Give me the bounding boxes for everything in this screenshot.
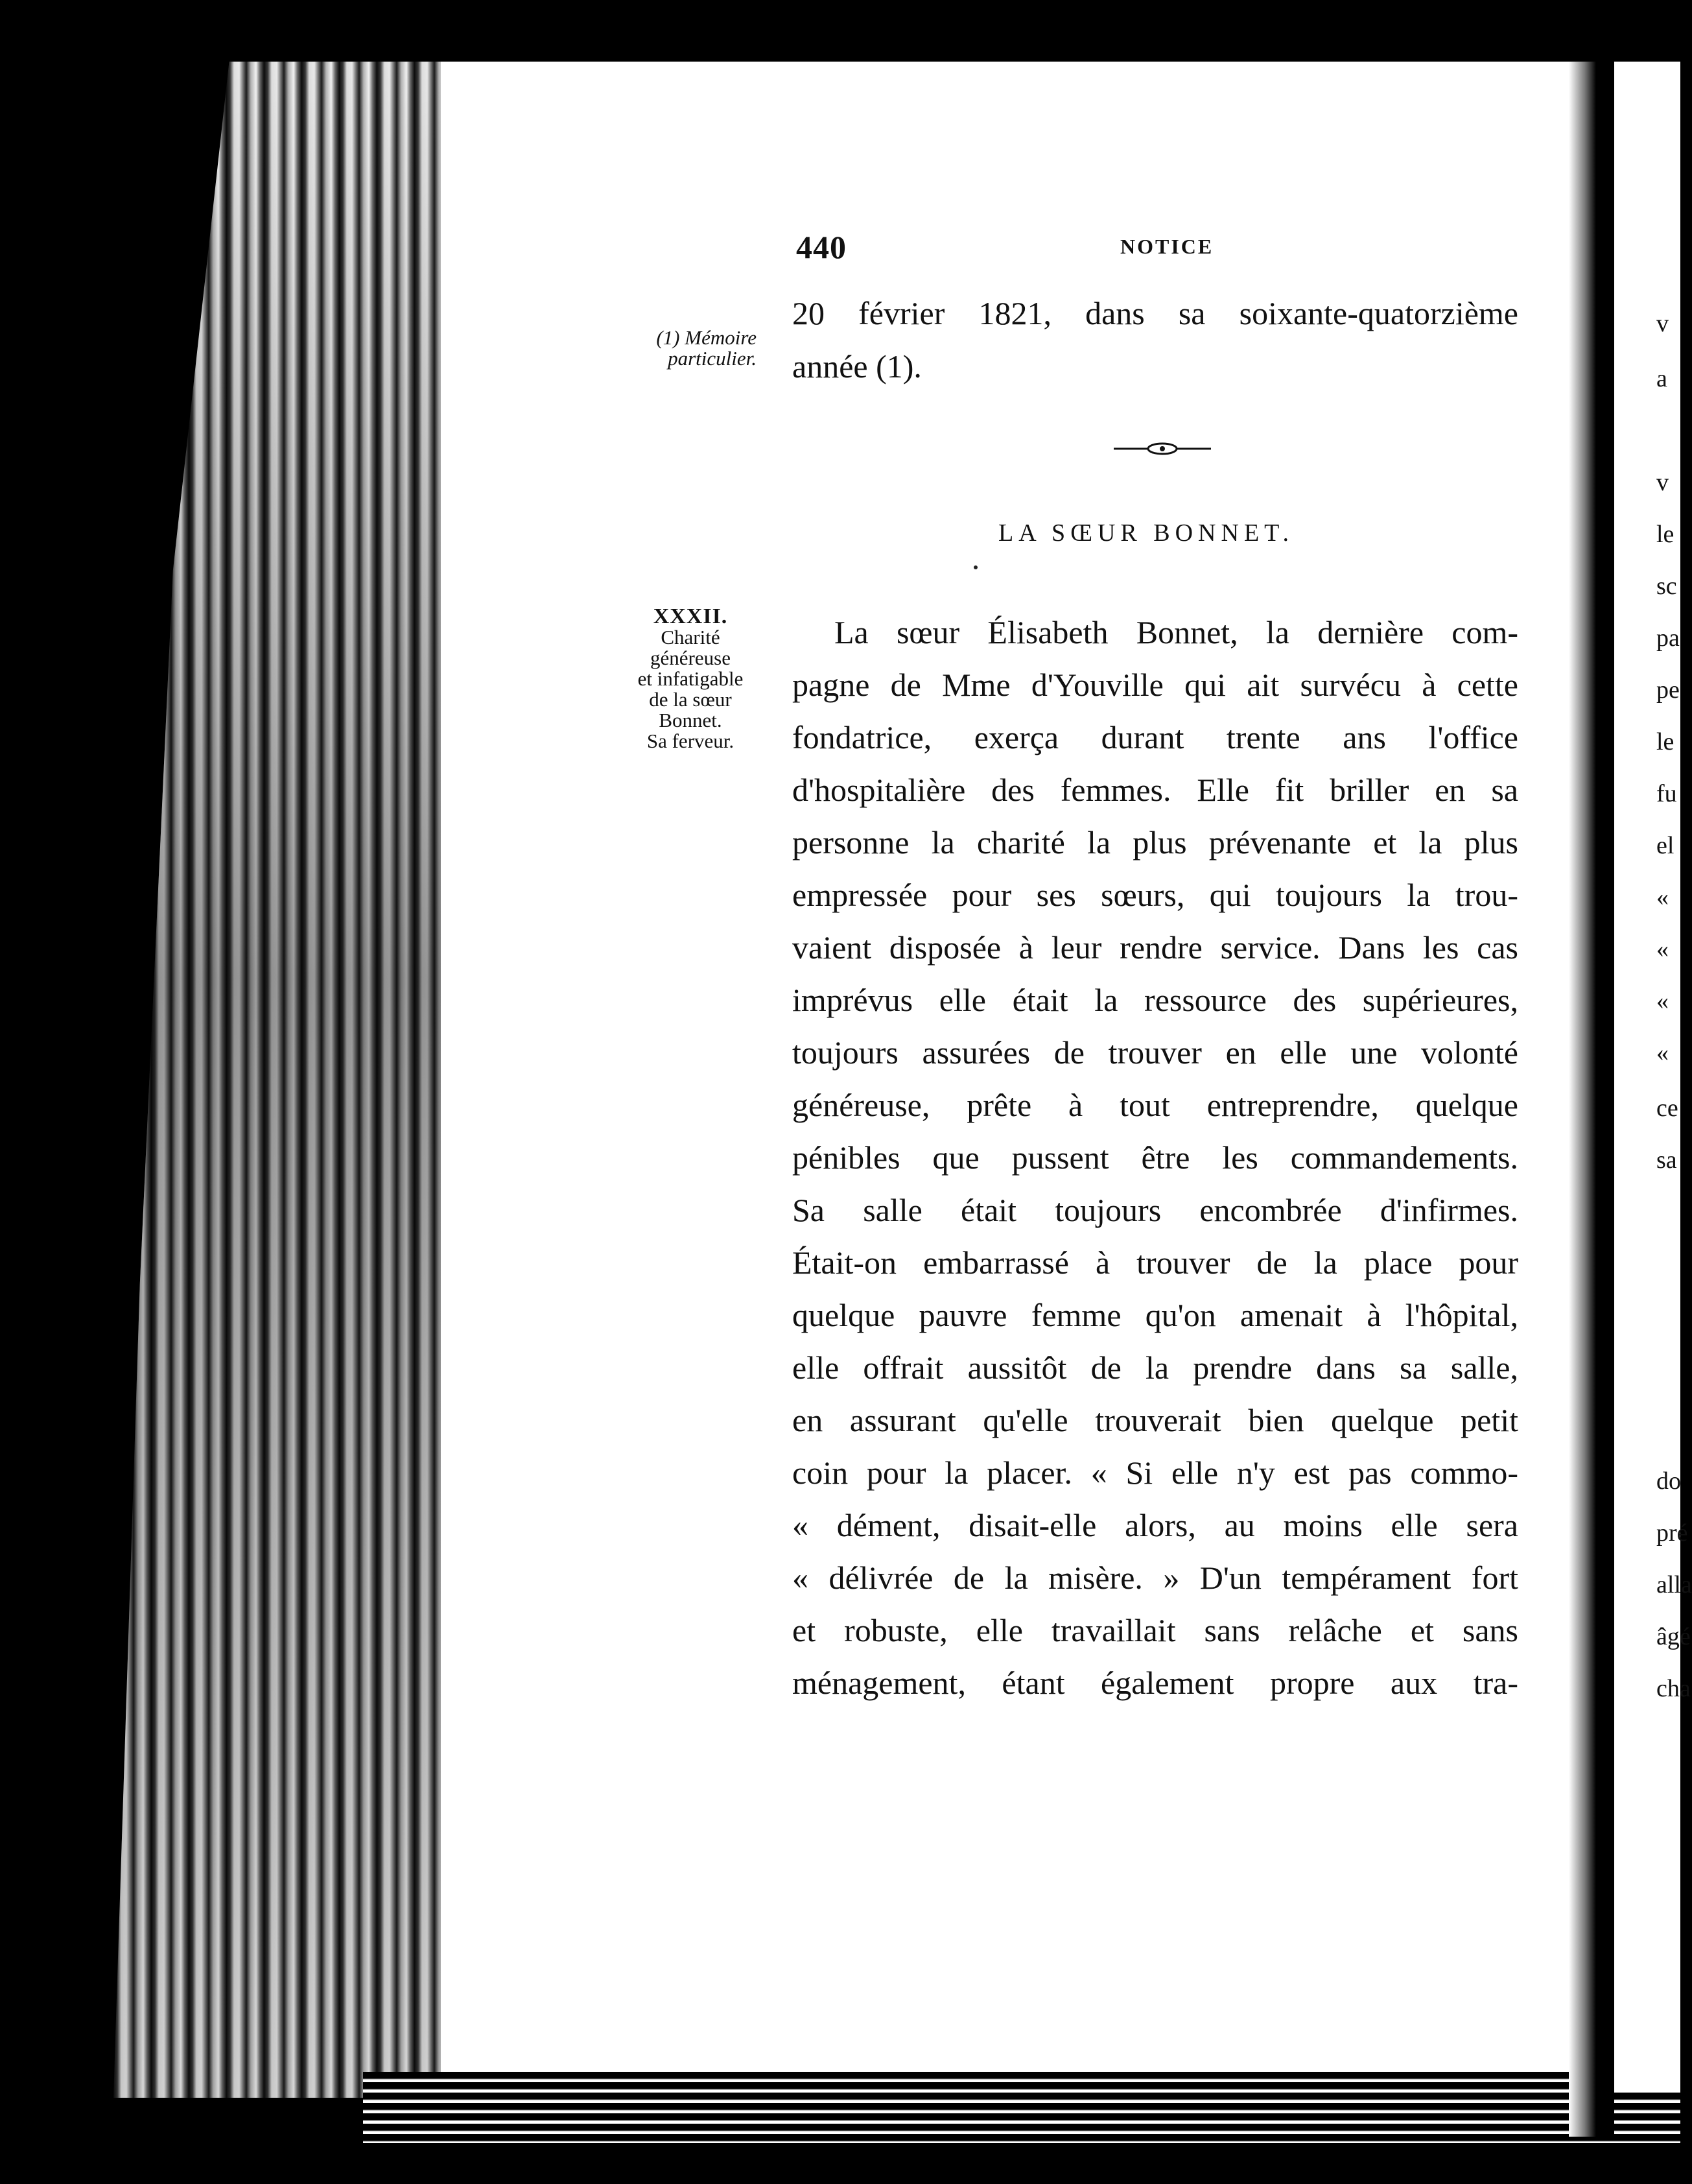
margin-note-line: de la sœur [649, 688, 732, 711]
text-line: en assurant qu'elle trouverait bien quelque petit [792, 1402, 1518, 1438]
section-number: XXXII. [653, 604, 728, 628]
facing-page-fragment: ce [1656, 1095, 1678, 1122]
margin-note-line: Bonnet. [659, 709, 722, 731]
text-line: d'hospitalière des femmes. Elle fit briller en sa [792, 772, 1518, 808]
text-line: fondatrice, exerça durant trente ans l'office [792, 719, 1518, 755]
text-line: toujours assurées de trouver en elle une volonté [792, 1034, 1518, 1071]
text-line: vaient disposée à leur rendre service. Dans les cas [792, 929, 1518, 966]
facing-page-fragment: sc [1656, 573, 1677, 600]
page-number: 440 [796, 229, 847, 265]
text-line: pagne de Mme d'Youville qui ait survécu à cette [792, 667, 1518, 703]
text-line: quelque pauvre femme qu'on amenait à l'hôpital, [792, 1297, 1518, 1333]
text-line: « délivrée de la misère. » D'un tempérament fort [792, 1560, 1518, 1596]
text-line: imprévus elle était la ressource des supérieures, [792, 982, 1518, 1018]
facing-page-fragment: v [1656, 310, 1669, 337]
footnote-line: (1) Mémoire [656, 326, 757, 349]
text-line: empressée pour ses sœurs, qui toujours la trou- [792, 877, 1518, 913]
margin-note-line: Charité [661, 626, 720, 648]
facing-page [1614, 62, 1680, 2091]
text-line: coin pour la placer. « Si elle n'y est pas commo- [792, 1454, 1518, 1491]
facing-page-fragment: alla [1656, 1571, 1692, 1598]
facing-page-fragment: âgé [1656, 1623, 1691, 1650]
footnote-margin-note [656, 327, 757, 369]
facing-page-fragment: « [1656, 988, 1669, 1015]
text-line: pénibles que pussent être les commandements. [792, 1139, 1518, 1176]
facing-page-fragment: le [1656, 728, 1674, 755]
text-line: généreuse, prête à tout entreprendre, quelque [792, 1087, 1518, 1123]
facing-page-fragment: « [1656, 1039, 1669, 1067]
facing-page-fragment: le [1656, 521, 1674, 548]
margin-note-line: et infatigable [637, 667, 744, 690]
text-line: 20 février 1821, dans sa soixante-quatorzième [792, 295, 1518, 331]
facing-page-fragment: pré [1656, 1519, 1688, 1547]
facing-page-fragment: « [1656, 884, 1669, 911]
facing-page-fragment: « [1656, 936, 1669, 963]
section-title: LA SŒUR BONNET. [998, 519, 1295, 547]
facing-page-fragment: do [1656, 1467, 1681, 1495]
facing-page-fragment: a [1656, 365, 1667, 392]
section-margin-note [616, 606, 765, 752]
facing-page-fragment: sa [1656, 1146, 1677, 1174]
facing-page-fragment: cha [1656, 1675, 1691, 1702]
facing-page-fragment: v [1656, 469, 1669, 496]
text-line: elle offrait aussitôt de la prendre dans sa salle, [792, 1349, 1518, 1386]
margin-note-line: généreuse [650, 647, 731, 669]
facing-page-fragment: el [1656, 832, 1674, 859]
facing-page-fragment: fu [1656, 780, 1677, 807]
ink-dot [974, 565, 978, 569]
margin-note-line: Sa ferveur. [646, 730, 734, 752]
facing-page-fragment: pe [1656, 676, 1680, 704]
ornament-divider [1114, 441, 1211, 457]
text-line: personne la charité la plus prévenante et la plus [792, 824, 1518, 861]
text-line: Sa salle était toujours encombrée d'infirmes. [792, 1192, 1518, 1228]
text-line: « dément, disait-elle alors, au moins elle sera [792, 1507, 1518, 1543]
bottom-page-edges [363, 2072, 1680, 2143]
text-line: Était-on embarrassé à trouver de la place pour [792, 1244, 1518, 1281]
book-gutter [1569, 62, 1614, 2137]
text-line: et robuste, elle travaillait sans relâche et sans [792, 1612, 1518, 1648]
footnote-line: particulier. [668, 347, 757, 370]
facing-page-fragment: pa [1656, 624, 1680, 652]
page-edges-shadow [113, 62, 444, 2098]
text-line: La sœur Élisabeth Bonnet, la dernière com- [834, 614, 1518, 650]
text-line: année (1). [792, 348, 922, 385]
text-line: ménagement, étant également propre aux tra- [792, 1665, 1518, 1701]
running-head: NOTICE [1120, 235, 1214, 258]
